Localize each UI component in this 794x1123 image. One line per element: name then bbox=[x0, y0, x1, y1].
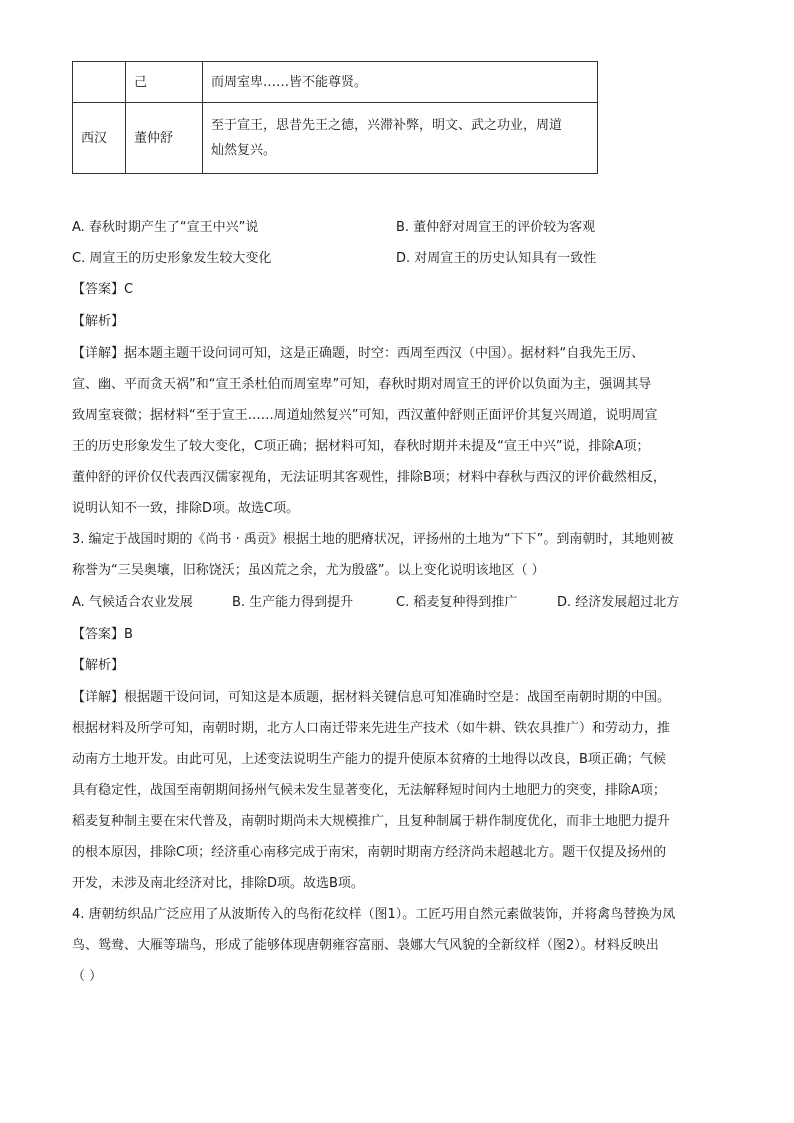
table-row bbox=[73, 62, 598, 103]
era-cell bbox=[73, 62, 126, 103]
source-table bbox=[72, 61, 598, 174]
answer-label: 【答案】C bbox=[72, 282, 134, 297]
detail-line: 开发，未涉及南北经济对比，排除D项。故选B项。 bbox=[72, 876, 364, 891]
detail-line: 宣、幽、平而贪天祸”和“宣王杀杜伯而周室卑”可知，春秋时期对周宣王的评价以负面为主，强调其导 bbox=[72, 377, 652, 392]
answer-label: 【答案】B bbox=[72, 627, 133, 642]
detail-line: 的根本原因，排除C项；经济重心南移完成于南宋，南朝时期南方经济尚未超越北方。题干仅提及扬州的 bbox=[72, 845, 667, 860]
analysis-label: 【解析】 bbox=[72, 314, 125, 329]
option-c: C. 稻麦复种得到推广 bbox=[396, 595, 518, 610]
detail-line: 根据材料及所学可知，南朝时期，北方人口南迁带来先进生产技术（如牛耕、铁农具推广）和劳动力，推 bbox=[72, 721, 671, 736]
detail-line: 说明认知不一致，排除D项。故选C项。 bbox=[72, 501, 300, 516]
option-a: A. 春秋时期产生了“宣王中兴”说 bbox=[72, 220, 259, 235]
detail-line: 董仲舒的评价仅代表西汉儒家视角，无法证明其客观性，排除B项；材料中春秋与西汉的评价截然相反， bbox=[72, 470, 666, 485]
question-stem: 4. 唐朝纺织品广泛应用了从波斯传入的鸟衔花纹样（图1）。工匠巧用自然元素做装饰，并将禽鸟替换为凤 bbox=[72, 907, 676, 922]
option-b: B. 生产能力得到提升 bbox=[232, 595, 354, 610]
era-cell: 西汉 bbox=[73, 103, 126, 174]
quote-line: 灿然复兴。 bbox=[211, 143, 277, 158]
person-cell: 董仲舒 bbox=[126, 103, 203, 174]
option-d: D. 经济发展超过北方 bbox=[557, 595, 680, 610]
detail-line: 动南方土地开发。由此可见，上述变法说明生产能力的提升使原本贫瘠的土地得以改良，B项正确；气候 bbox=[72, 752, 666, 767]
quote-cell bbox=[203, 103, 598, 174]
question-stem: （ ） bbox=[72, 969, 103, 984]
question-stem: 3. 编定于战国时期的《尚书 · 禹贡》根据土地的肥瘠状况，评扬州的土地为“下下”。到南朝时，其地则被 bbox=[72, 532, 674, 547]
option-b: B. 董仲舒对周宣王的评价较为客观 bbox=[396, 220, 596, 235]
person-cell: 己 bbox=[126, 62, 203, 103]
quote-line: 至于宣王，思昔先王之德，兴滞补弊，明文、武之功业，周道 bbox=[211, 118, 563, 133]
option-a: A. 气候适合农业发展 bbox=[72, 595, 193, 610]
question-stem: 称誉为“三吴奥壤，旧称饶沃；虽凶荒之余，尤为殷盛”。以上变化说明该地区（ ） bbox=[72, 563, 545, 578]
detail-line: 王的历史形象发生了较大变化，C项正确；据材料可知，春秋时期并未提及“宣王中兴”说，排除A项； bbox=[72, 439, 650, 454]
table-row bbox=[73, 103, 598, 174]
detail-line: 具有稳定性，战国至南朝期间扬州气候未发生显著变化，无法解释短时间内土地肥力的突变，排除A项； bbox=[72, 783, 666, 798]
detail-line: 【详解】据本题主题干设问词可知，这是正确题，时空：西周至西汉（中国）。据材料“自我先王厉、 bbox=[72, 346, 645, 361]
analysis-label: 【解析】 bbox=[72, 658, 125, 673]
quote-cell: 而周室卑……皆不能尊贤。 bbox=[203, 62, 598, 103]
detail-line: 【详解】根据题干设问词，可知这是本质题，据材料关键信息可知准确时空是：战国至南朝时期的中国。 bbox=[72, 690, 671, 705]
option-d: D. 对周宣王的历史认知具有一致性 bbox=[396, 251, 597, 266]
option-c: C. 周宣王的历史形象发生较大变化 bbox=[72, 251, 272, 266]
detail-line: 致周室衰微；据材料“至于宣王……周道灿然复兴”可知，西汉董仲舒则正面评价其复兴周道，说明周宣 bbox=[72, 408, 658, 423]
detail-line: 稻麦复种制主要在宋代普及，南朝时期尚未大规模推广，且复种制属于耕作制度优化，而非土地肥力提升 bbox=[72, 814, 671, 829]
question-stem: 鸟、鸳鸯、大雁等瑞鸟，形成了能够体现唐朝雍容富丽、袅娜大气风貌的全新纹样（图2）。材料反映出 bbox=[72, 938, 659, 953]
